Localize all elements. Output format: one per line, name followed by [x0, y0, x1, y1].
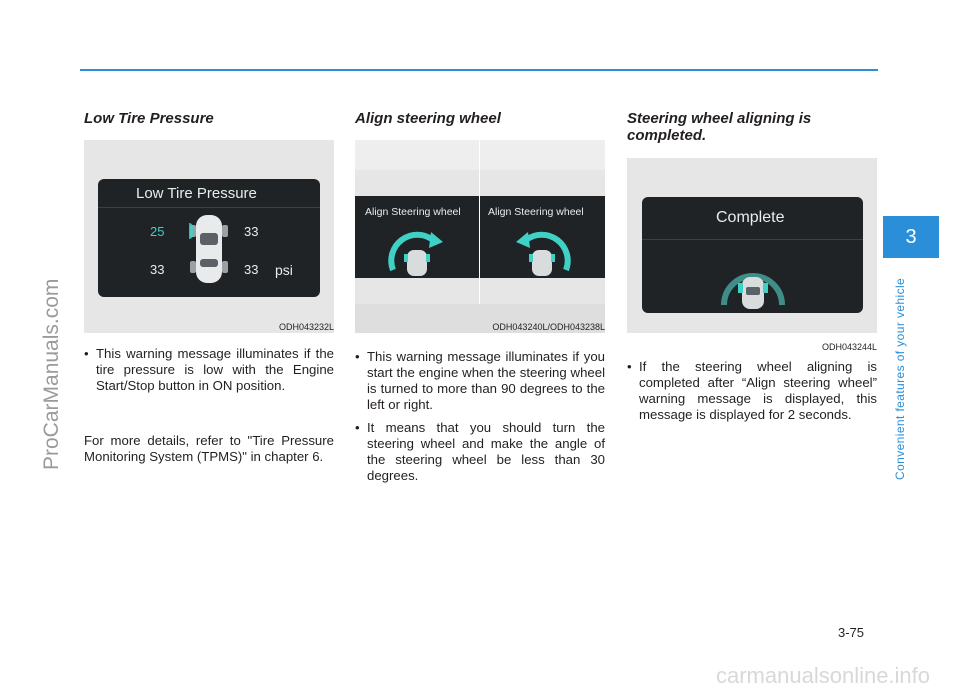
- section-aligning-complete: [627, 110, 877, 144]
- bullet-dot: •: [355, 349, 360, 364]
- tire-front-left: 25: [150, 224, 165, 239]
- figure-band-top: [355, 140, 605, 170]
- display-title: Low Tire Pressure: [136, 185, 257, 202]
- figure-code: ODH043240L/ODH043238L: [492, 322, 605, 332]
- paragraph: For more details, refer to "Tire Pressure Monitoring System (TPMS)" in chapter 6.: [84, 433, 334, 464]
- bullet-dot: •: [84, 346, 89, 361]
- bullet-item: • This warning message illuminates if the tire pressure is low with the Engine Start/Stop button in ON position.: [84, 346, 334, 393]
- watermark: ProCarManuals.com: [40, 278, 63, 470]
- display-title: Align Steering wheel: [488, 206, 584, 218]
- bullet-item: • It means that you should turn the steering wheel and make the angle of the steering wheel be less than 30 degrees.: [355, 420, 605, 483]
- bullet-dot: •: [627, 359, 632, 374]
- complete-figure: [627, 158, 877, 333]
- tire-rear-right: 33: [244, 262, 259, 277]
- section-title: Low Tire Pressure: [84, 110, 214, 127]
- steering-left-arrow-icon: [512, 228, 572, 276]
- bullet-item: • This warning message illuminates if you start the engine when the steering wheel is turned to more than 90 degrees to the left or right.: [355, 349, 605, 412]
- display-divider: [642, 239, 863, 240]
- bullet-dot: •: [355, 420, 360, 435]
- display-divider: [98, 207, 320, 208]
- pressure-unit: psi: [275, 262, 293, 278]
- car-top-icon: [189, 213, 229, 285]
- steering-right-arrow-icon: [387, 228, 447, 276]
- align-figure: [355, 140, 605, 333]
- figure-code: ODH043232L: [278, 322, 334, 332]
- figure-code: ODH043244L: [821, 342, 877, 352]
- align-display-left: [355, 196, 479, 278]
- page-number: 3-75: [838, 625, 865, 640]
- section-title: Align steering wheel: [355, 110, 501, 127]
- tpms-figure: [84, 140, 334, 333]
- steering-centered-icon: [720, 253, 786, 309]
- complete-display: [642, 197, 863, 313]
- align-display-right: [480, 196, 605, 278]
- chapter-label: Convenient features of your vehicle: [893, 277, 907, 480]
- section-align-steering: [355, 110, 605, 127]
- section-title: Steering wheel aligning is completed.: [627, 110, 812, 144]
- top-rule: [80, 69, 878, 71]
- display-title: Align Steering wheel: [365, 206, 461, 218]
- bullet-item: • If the steering wheel aligning is completed after “Align steering wheel” warning message is displayed, this message is displayed for 2 seconds.: [627, 359, 877, 422]
- footer-watermark: carmanualsonline.info: [716, 663, 931, 688]
- tpms-display: [98, 179, 320, 297]
- display-title: Complete: [716, 209, 785, 226]
- tire-rear-left: 33: [150, 262, 165, 277]
- chapter-tab: 3: [883, 216, 939, 258]
- section-low-tire-pressure: [84, 110, 334, 127]
- tire-front-right: 33: [244, 224, 259, 239]
